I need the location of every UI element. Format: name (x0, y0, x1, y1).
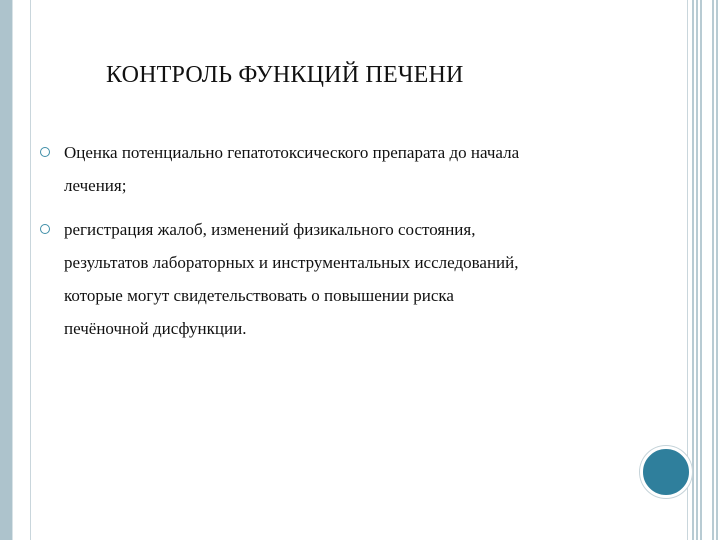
bullet-line: регистрация жалоб, изменений физикального состояния, (64, 220, 476, 239)
bullet-line: результатов лабораторных и инструментальных исследований, (64, 253, 519, 272)
bullet-line: печёночной дисфункции. (64, 319, 247, 338)
bullet-line: Оценка потенциально гепатотоксического препарата до начала (64, 143, 520, 162)
bullet-line: которые могут свидетельствовать о повышении риска (64, 286, 454, 305)
left-decor-line (12, 0, 13, 540)
right-decor-stripes (692, 0, 720, 540)
left-decor-bar (0, 0, 12, 540)
bullet-list (40, 136, 640, 356)
bullet-circle-icon (40, 224, 50, 234)
bullet-item-1 (40, 136, 640, 202)
slide-title: КОНТРОЛЬ ФУНКЦИЙ ПЕЧЕНИ (106, 62, 464, 88)
bullet-line: лечения; (64, 176, 127, 195)
bullet-item-2 (40, 213, 640, 345)
decor-circle-icon (640, 446, 692, 498)
bullet-circle-icon (40, 147, 50, 157)
